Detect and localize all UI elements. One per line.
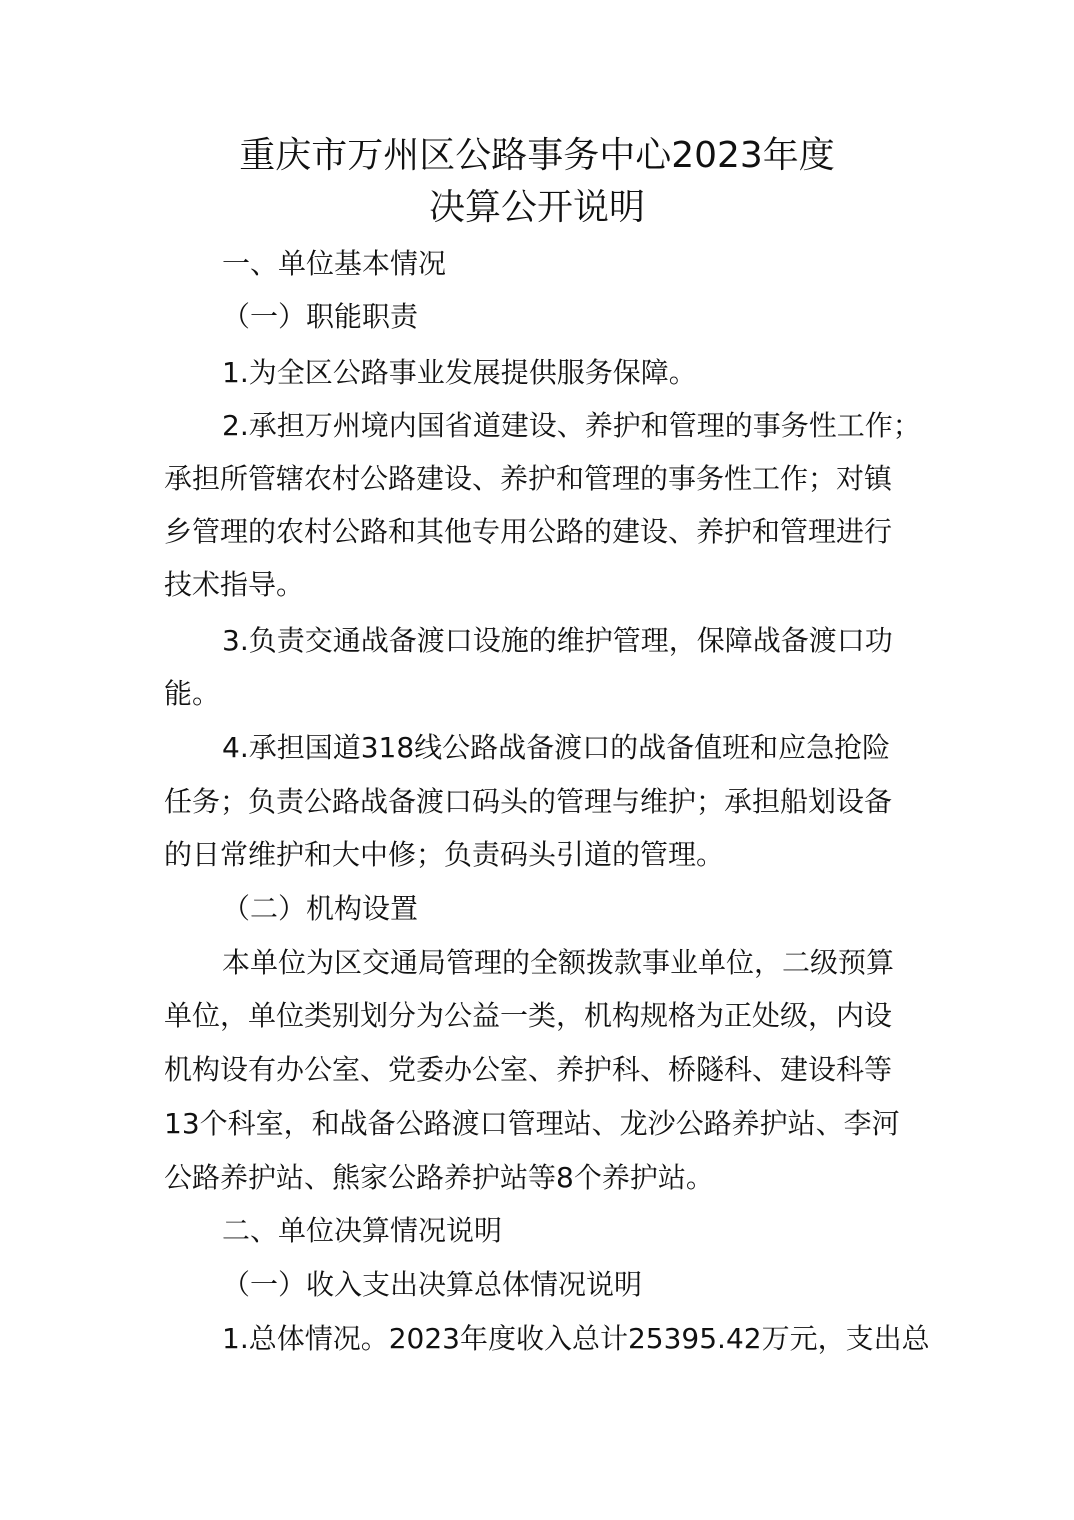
subsection-heading-overall: （一）收入支出决算总体情况说明 xyxy=(222,1268,643,1301)
paragraph-line: 承担所管辖农村公路建设、养护和管理的事务性工作；对镇 xyxy=(164,462,893,495)
paragraph-line: 1.总体情况。2023年度收入总计25395.42万元，支出总 xyxy=(222,1322,930,1355)
paragraph-line: 任务；负责公路战备渡口码头的管理与维护；承担船划设备 xyxy=(164,785,893,818)
subsection-heading-duties: （一）职能职责 xyxy=(222,300,419,333)
paragraph-line: 本单位为区交通局管理的全额拨款事业单位，二级预算 xyxy=(222,946,895,979)
paragraph-line: 机构设有办公室、党委办公室、养护科、桥隧科、建设科等 xyxy=(164,1053,893,1086)
paragraph-line: 2.承担万州境内国省道建设、养护和管理的事务性工作； xyxy=(222,409,921,442)
paragraph-line: 3.负责交通战备渡口设施的维护管理，保障战备渡口功 xyxy=(222,624,893,657)
document-title-line-1: 重庆市万州区公路事务中心2023年度 xyxy=(239,135,835,176)
subsection-heading-organization: （二）机构设置 xyxy=(222,892,419,925)
paragraph-line: 能。 xyxy=(164,677,221,710)
paragraph-line: 13个科室，和战备公路渡口管理站、龙沙公路养护站、李河 xyxy=(164,1107,900,1140)
section-heading-final-accounts: 二、单位决算情况说明 xyxy=(222,1214,503,1247)
paragraph-line: 4.承担国道318线公路战备渡口的战备值班和应急抢险 xyxy=(222,731,891,764)
document-title-line-2: 决算公开说明 xyxy=(428,187,645,228)
paragraph-line: 公路养护站、熊家公路养护站等8个养护站。 xyxy=(164,1161,714,1194)
paragraph-line: 乡管理的农村公路和其他专用公路的建设、养护和管理进行 xyxy=(164,515,893,548)
paragraph-line: 的日常维护和大中修；负责码头引道的管理。 xyxy=(164,838,725,871)
paragraph-line: 单位，单位类别划分为公益一类，机构规格为正处级，内设 xyxy=(164,999,893,1032)
section-heading-unit-basics: 一、单位基本情况 xyxy=(222,247,447,280)
paragraph-line: 技术指导。 xyxy=(164,568,305,601)
paragraph-line: 1.为全区公路事业发展提供服务保障。 xyxy=(222,356,697,389)
